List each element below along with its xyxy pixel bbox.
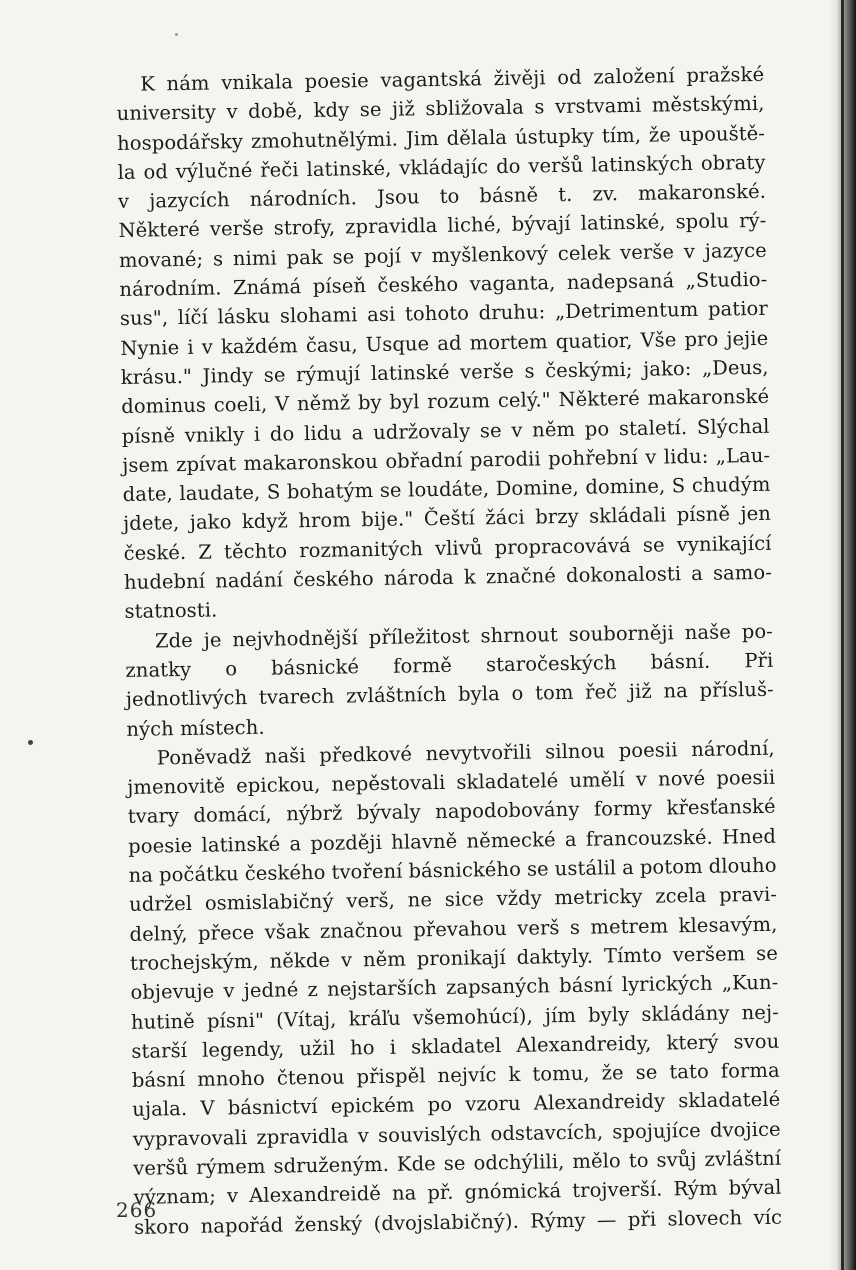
text-line: delný, přece však značnou převahou verš s metrem klesavým, (129, 912, 778, 946)
text-line: veršů rýmem sdruženým. Kde se odchýlili, mělo to svůj zvláštní (133, 1146, 782, 1180)
text-line: hospodářsky zmohutnělými. Jim dělala ústupky tím, že upouště- (116, 121, 766, 155)
text-line: jdete, jako když hrom bije." Čeští žáci brzy skládali písně jen (122, 502, 772, 536)
text-line: K nám vnikala poesie vagantská živěji od založení pražské (140, 62, 765, 96)
text-line: písně vnikly i do lidu a udržovaly se v něm po staletí. Slýchal (121, 414, 770, 448)
page-edge (841, 0, 844, 1270)
text-line: jmenovitě epickou, nepěstovali skladatelé umělí v nové poesii (127, 765, 776, 800)
text-line: university v době, kdy se již sbližovala s vrstvami městskými, (116, 92, 765, 126)
text-line: trochejským, někde v něm pronikají daktyly. Tímto veršem se (129, 941, 779, 975)
text-line: mované; s nimi pak se pojí v myšlenkový celek verše v jazyce (118, 238, 767, 272)
text-line: statnosti. (124, 598, 218, 624)
text-line: skoro napořád ženský (dvojslabičný). Rýmy — při slovech víc (133, 1205, 783, 1239)
text-line: na počátku českého tvoření básnického se ustálil a potom dlouho (128, 853, 777, 887)
text-line: v jazycích národních. Jsou to básně t. zv. makaronské. (117, 179, 767, 214)
text-line: poesie latinské a později hlavně německé a francouzské. Hned (128, 824, 777, 858)
text-line: vypravovali zpravidla v souvislých odstavcích, spojujíce dvojice (132, 1117, 781, 1151)
page-number: 266 (116, 1198, 158, 1222)
text-line: ujala. V básnictví epickém po vzoru Alexandreidy skladatelé (132, 1088, 781, 1122)
text-line: Nynie i v každém času, Usque ad mortem quatior, Vše pro jejie (120, 326, 769, 360)
text-line: jsem zpívat makaronskou obřadní parodii pohřební v lidu: „Lau- (122, 443, 771, 477)
text-line: ných místech. (126, 715, 265, 741)
text-line: básní mnoho čtenou přispěl nejvíc k tomu, že se tato forma (131, 1058, 780, 1092)
text-line: národním. Známá píseň českého vaganta, nadepsaná „Studio- (119, 267, 768, 302)
text-line: znatky o básnické formě staročeských básní. Při (125, 648, 774, 682)
text-line: české. Z těchto rozmanitých vlivů propracovává se vynikající (123, 531, 772, 565)
text-line: date, laudate, S bohatým se loudáte, Domine, domine, S chudým (122, 472, 771, 507)
text-line: tvary domácí, nýbrž bývaly napodobovány formy křesťanské (127, 795, 776, 829)
text-line: krásu." Jindy se rýmují latinské verše s českými; jako: „Deus, (120, 355, 769, 389)
text-line: Některé verše strofy, zpravidla liché, bývají latinské, spolu rý- (118, 209, 767, 243)
text-line: starší legendy, užil ho i skladatel Alexandreidy, který svou (131, 1029, 780, 1063)
text-line: hutině písni" (Vítaj, kráľu všemohúcí), jím byly skládány nej- (130, 1000, 779, 1034)
text-line: význam; v Alexandreidě na př. gnómická trojverší. Rým býval (133, 1175, 782, 1210)
text-line: Zde je nejvhodnější příležitost shrnout souborněji naše po- (154, 619, 774, 653)
text-line: hudební nadání českého národa k značné dokonalosti a samo- (123, 560, 773, 594)
body-text (116, 60, 782, 1242)
speck (175, 33, 178, 36)
margin-dot (28, 740, 33, 745)
text-line: Poněvadž naši předkové nevytvořili silnou poesii národní, (156, 736, 775, 770)
text-line: sus", líčí lásku slohami asi tohoto druhu: „Detrimentum patior (119, 297, 768, 331)
text-line: objevuje v jedné z nejstarších zapsaných básní lyrických „Kun- (130, 970, 779, 1005)
text-line: jednotlivých tvarech zvláštních byla o tom řeč již na přísluš- (125, 677, 774, 712)
text-line: dominus coeli, V němž by byl rozum celý." Některé makaronské (121, 385, 770, 419)
text-line: udržel osmislabičný verš, ne sice vždy metricky zcela pravi- (128, 883, 778, 917)
text-line: la od výlučné řeči latinské, vkládajíc do veršů latinských obraty (117, 150, 766, 184)
